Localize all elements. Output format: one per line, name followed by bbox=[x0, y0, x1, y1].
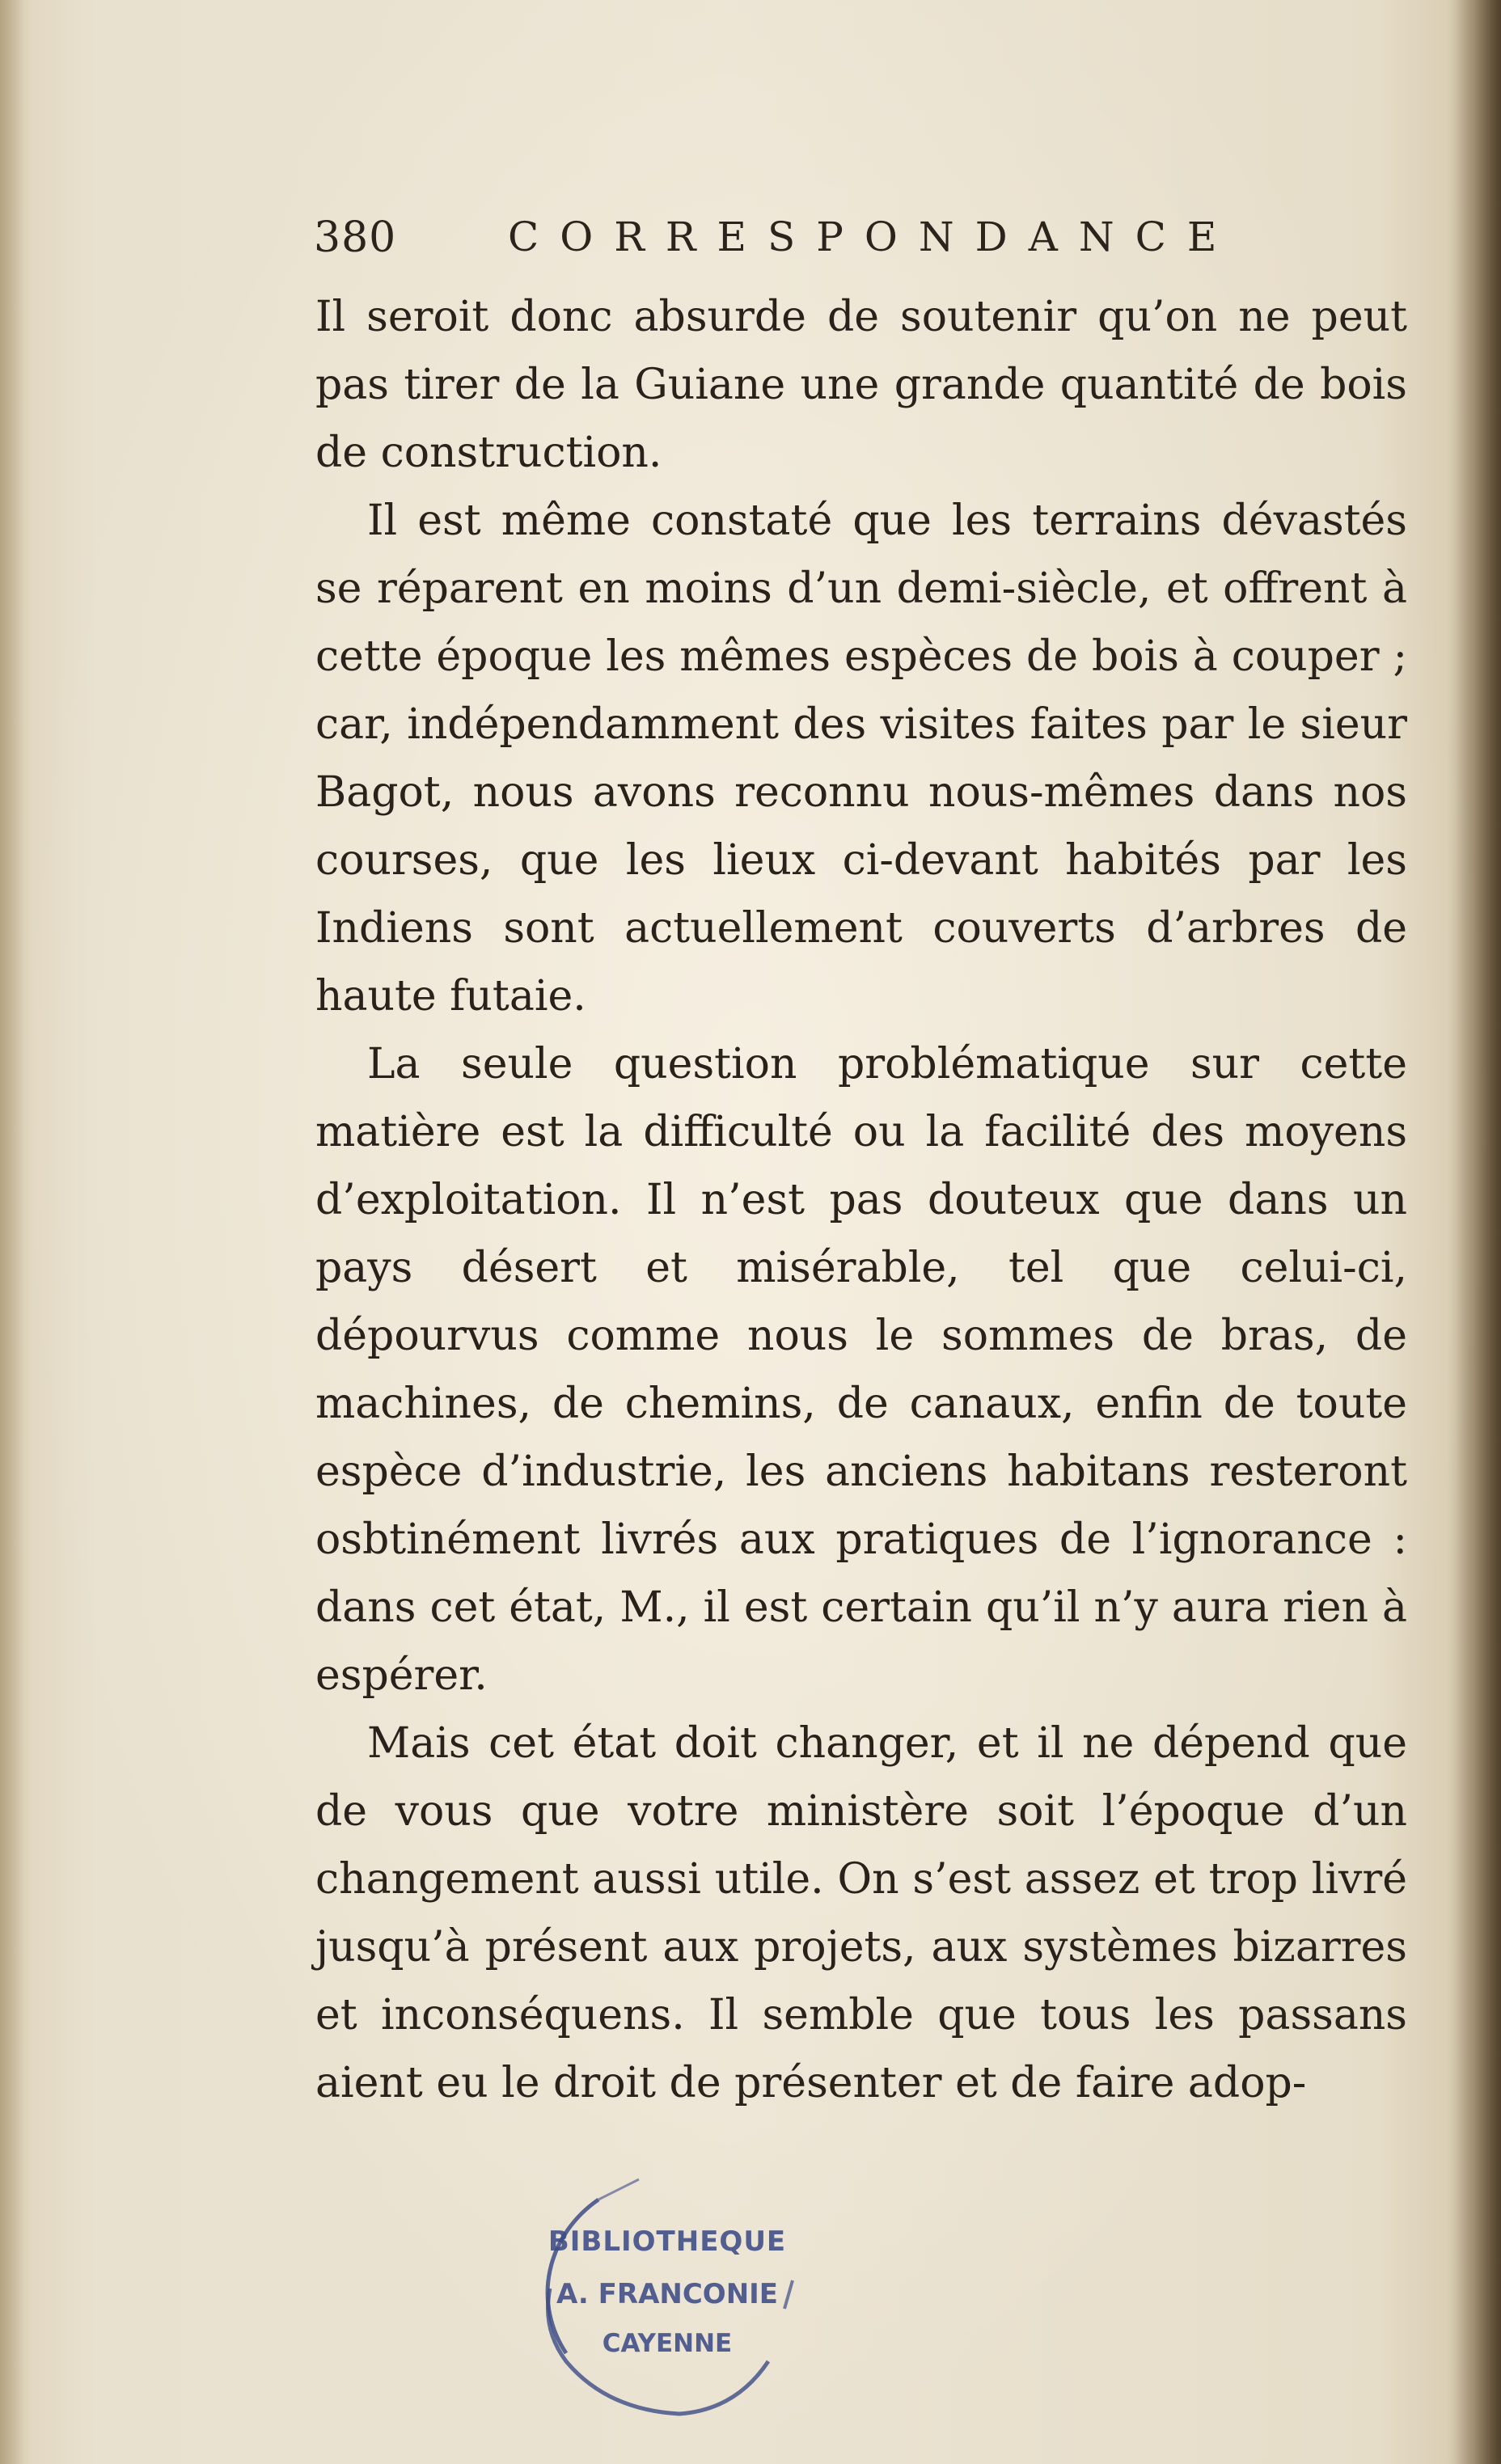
running-head: CORRESPONDANCE bbox=[508, 213, 1238, 260]
page-spine-shadow bbox=[1448, 0, 1501, 2464]
page-left-edge bbox=[0, 0, 24, 2464]
paragraph-1: Il seroit donc absurde de soutenir qu’on ne peut pas tirer de la Guiane une grande quantité de bois de construction. bbox=[315, 293, 1407, 477]
body-text bbox=[315, 283, 1407, 2117]
page-header bbox=[314, 209, 1414, 273]
page-number: 380 bbox=[314, 213, 397, 262]
stamp-line-1: BIBLIOTHEQUE bbox=[548, 2225, 787, 2258]
library-stamp bbox=[518, 2167, 817, 2434]
paragraph-3: La seule question problématique sur cette matière est la difficulté ou la facilité des moyens d’exploitation. Il n’est pas douteux que dans un pays désert et misérable, tel que celui-ci, dépourvus comme nous le sommes de bras, de machines, de chemins, de canaux, enfin de toute espèce d’industrie, les anciens habitans resteront osbtinément livrés aux pratiques de l’ignorance : dans cet état, M., il est certain qu’il n’y aura rien à espérer. bbox=[315, 1040, 1407, 1700]
stamp-line-3: CAYENNE bbox=[602, 2329, 733, 2358]
stamp-line-2: A. FRANCONIE bbox=[556, 2278, 779, 2310]
paragraph-4: Mais cet état doit changer, et il ne dépend que de vous que votre ministère soit l’époque d’un changement aussi utile. On s’est assez et trop livré jusqu’à présent aux projets, aux systèmes bizarres et inconséquens. Il semble que tous les passans aient eu le droit de présenter et de faire adop- bbox=[315, 1719, 1407, 2107]
paragraph-2: Il est même constaté que les terrains dévastés se réparent en moins d’un demi-siècle, et offrent à cette époque les mêmes espèces de bois à couper ; car, indépendamment des visites faites par le sieur Bagot, nous avons reconnu nous-mêmes dans nos courses, que les lieux ci-devant habités par les Indiens sont actuellement couverts d’arbres de haute futaie. bbox=[315, 497, 1407, 1021]
